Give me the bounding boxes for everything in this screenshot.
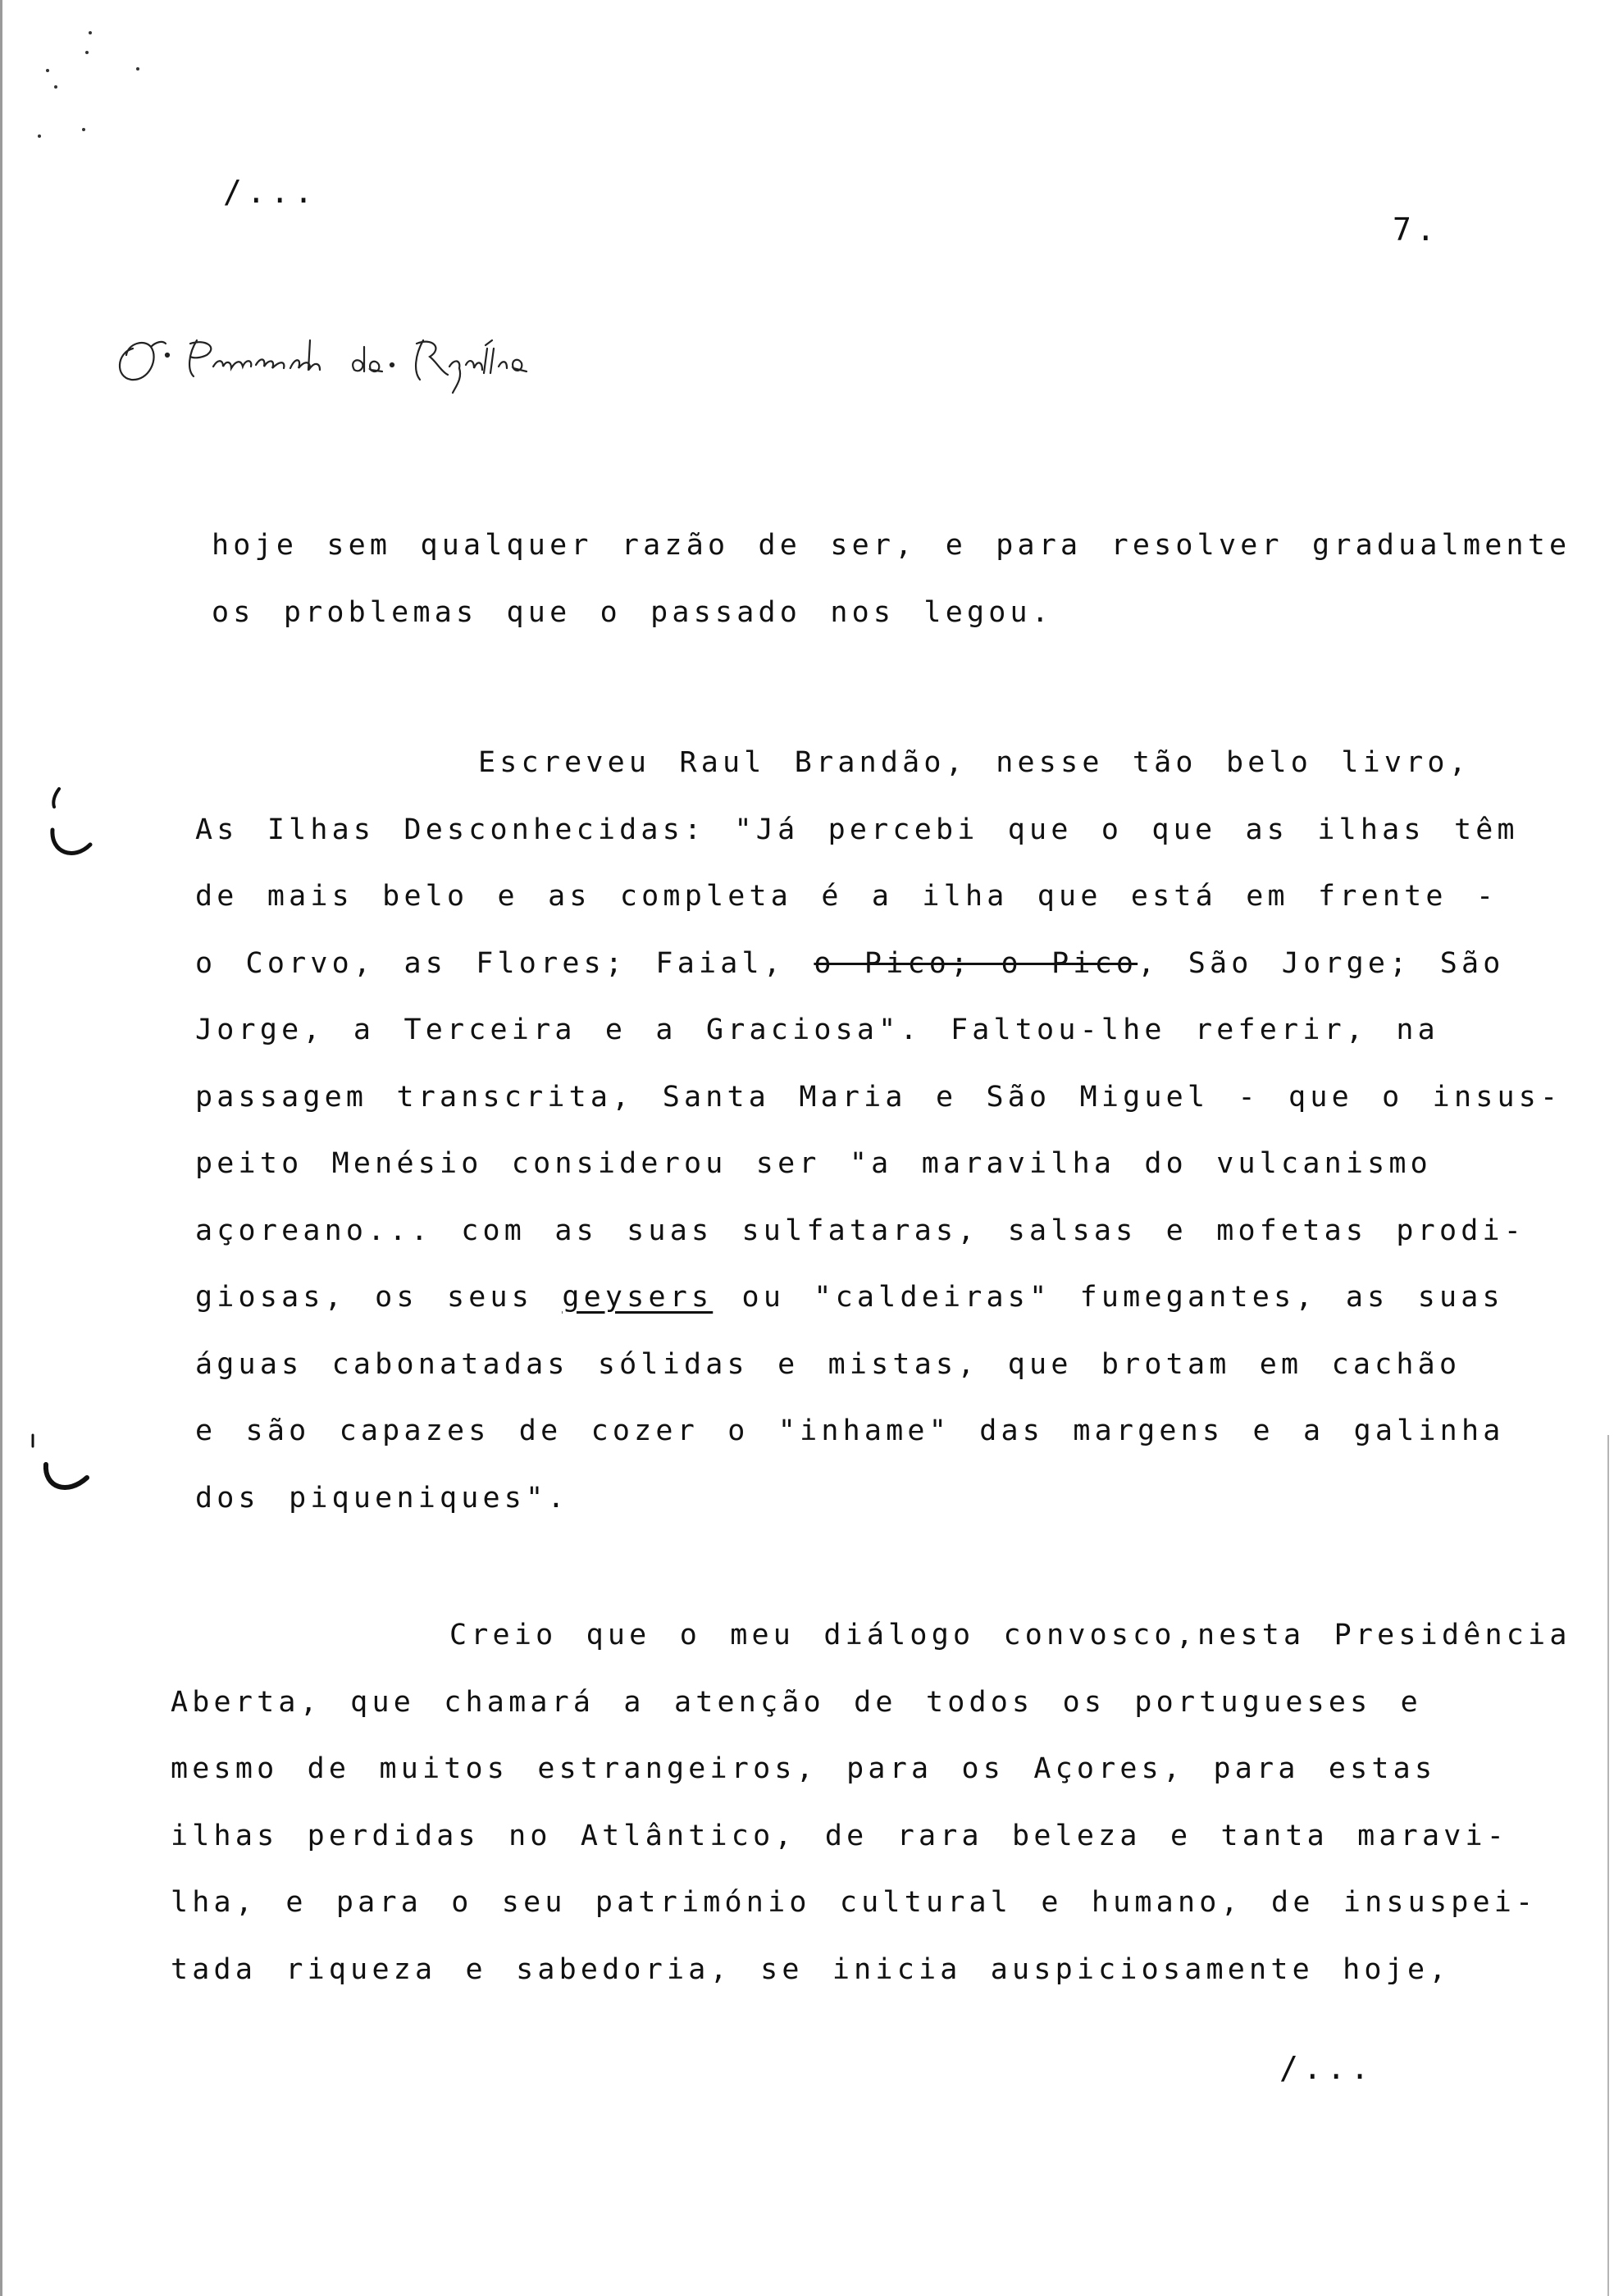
- text-line-part: , São Jorge; São: [1138, 946, 1505, 980]
- text-line: dos piqueniques".: [195, 1481, 569, 1515]
- text-line: os problemas que o passado nos legou.: [212, 595, 1054, 629]
- letterhead-script-graphic: [108, 308, 715, 398]
- text-line: hoje sem qualquer razão de ser, e para resolver gradualmente: [212, 529, 1571, 562]
- text-line: Creio que o meu diálogo convosco,nesta Presidência: [449, 1619, 1571, 1651]
- text-line: Escreveu Raul Brandão, nesse tão belo livro,: [478, 746, 1470, 779]
- paragraph-2: [195, 730, 1562, 1532]
- text-line: passagem transcrita, Santa Maria e São Miguel - que o insus-: [195, 1080, 1562, 1114]
- text-line-part: ou "caldeiras" fumegantes, as suas: [741, 1281, 1504, 1314]
- scan-speck: [46, 69, 49, 72]
- text-line: mesmo de muitos estrangeiros, para os Açores, para estas: [171, 1752, 1437, 1785]
- scan-speck: [54, 85, 57, 89]
- text-line: Aberta, que chamará a atenção de todos os portugueses e: [171, 1685, 1422, 1719]
- scan-speck: [82, 128, 85, 131]
- page-number: 7.: [1393, 212, 1440, 248]
- text-line: peito Menésio considerou ser "a maravilha do vulcanismo: [195, 1147, 1432, 1180]
- margin-bracket-mark: [25, 1427, 98, 1509]
- paragraph-3: [171, 1602, 1571, 2003]
- text-line: lha, e para o seu património cultural e humano, de insuspei-: [171, 1886, 1538, 1919]
- scan-speck: [89, 31, 92, 34]
- text-line: tada riqueza e sabedoria, se inicia auspiciosamente hoje,: [171, 1952, 1451, 1986]
- text-line-part: giosas, os seus: [195, 1281, 534, 1314]
- scan-edge-right: [1607, 1435, 1609, 2296]
- continuation-marker-top: /...: [223, 174, 318, 210]
- paragraph-1: [212, 512, 1571, 646]
- struck-out-text: o Pico; o Pico: [814, 946, 1138, 980]
- text-line: [195, 1264, 1504, 1332]
- text-line: Jorge, a Terceira e a Graciosa". Faltou-lhe referir, na: [195, 1014, 1439, 1046]
- text-line: e são capazes de cozer o "inhame" das margens e a galinha: [195, 1414, 1505, 1447]
- text-line: de mais belo e as completa é a ilha que está em frente -: [195, 880, 1498, 913]
- scan-edge-left: [0, 0, 2, 2296]
- scan-speck: [85, 51, 89, 54]
- scan-speck: [136, 67, 139, 71]
- margin-bracket-mark: [41, 779, 107, 877]
- text-line: As Ilhas Desconhecidas: "Já percebi que o que as ilhas têm: [195, 813, 1519, 846]
- text-line: açoreano... com as suas sulfataras, salsas e mofetas prodi-: [195, 1214, 1526, 1247]
- letterhead: [108, 308, 715, 398]
- text-line: ilhas perdidas no Atlântico, de rara beleza e tanta maravi-: [171, 1819, 1509, 1852]
- underlined-word: geysers: [562, 1281, 714, 1314]
- text-line: [195, 931, 1505, 998]
- scan-speck: [38, 134, 41, 138]
- text-line: águas cabonatadas sólidas e mistas, que brotam em cachão: [195, 1347, 1461, 1381]
- continuation-marker-bottom: /...: [1279, 2050, 1375, 2086]
- text-line-part: o Corvo, as Flores; Faial,: [195, 946, 786, 980]
